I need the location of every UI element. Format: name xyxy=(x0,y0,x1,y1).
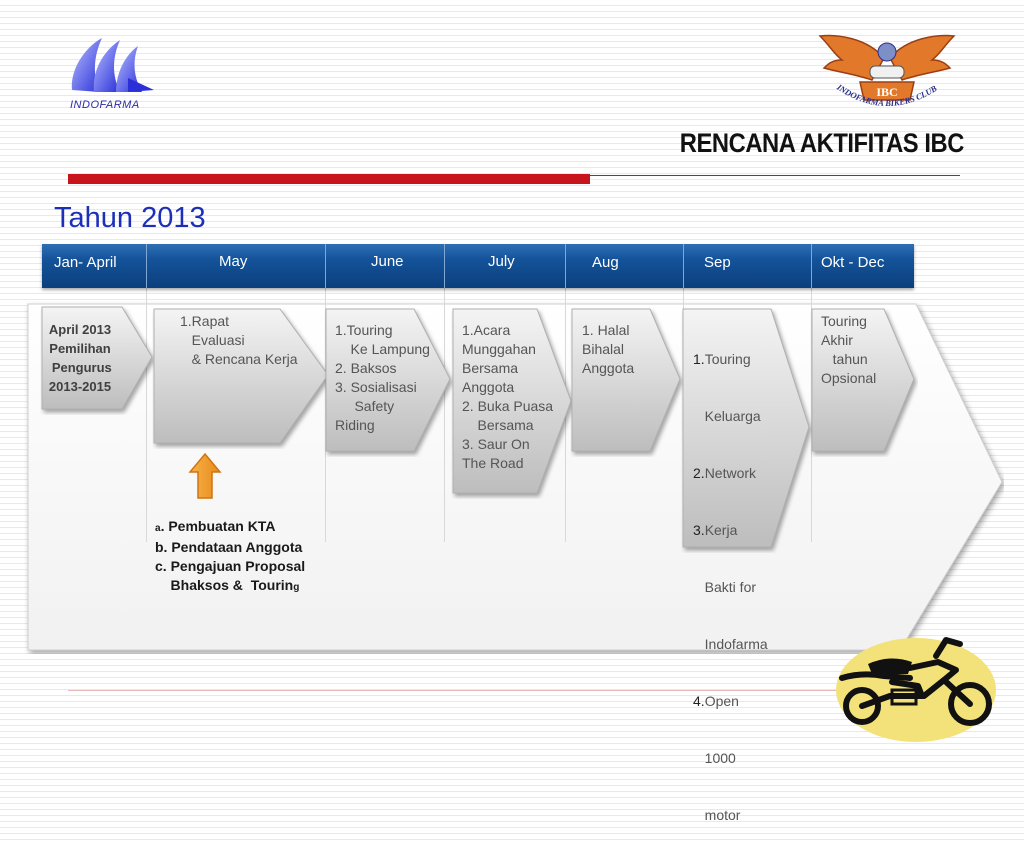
indofarma-logo-text: INDOFARMA xyxy=(70,99,140,111)
month-july: July xyxy=(488,253,515,270)
up-arrow-icon xyxy=(188,452,222,500)
sub-item-c-cont: Bhaksos & Touring xyxy=(155,577,300,593)
footer-line xyxy=(68,690,938,691)
month-sep: Sep xyxy=(704,254,731,271)
month-okt-dec: Okt - Dec xyxy=(821,254,885,271)
july-text: 1.Acara Munggahan Bersama Anggota 2. Buka Puasa Bersama 3. Saur On The Road xyxy=(462,322,554,471)
bikers-club-logo xyxy=(812,28,962,123)
aug-text: 1. Halal Bihalal Anggota xyxy=(582,322,635,376)
month-jan-april: Jan- April xyxy=(54,254,117,271)
title-underline-bar xyxy=(68,174,590,184)
may-text: 1.Rapat Evaluasi & Rencana Kerja xyxy=(180,313,298,367)
month-aug: Aug xyxy=(592,254,619,271)
sub-item-c: c. Pengajuan Proposal xyxy=(155,558,306,574)
bikers-club-text: INDOFARMA BIKERS CLUB xyxy=(835,81,939,109)
jan-april-text: April 2013 Pemilihan Pengurus 2013-2015 xyxy=(48,322,112,394)
month-june: June xyxy=(371,253,404,270)
month-may: May xyxy=(219,253,248,270)
motorcycle-icon xyxy=(832,632,1002,747)
ibc-badge-text: IBC xyxy=(876,85,898,99)
year-heading: Tahun 2013 xyxy=(54,202,206,234)
sep-text: 1.Touring Keluarga 2.Network 3.Kerja Bakti for Indofarma 4.Open 1000 motor xyxy=(693,351,768,823)
sub-item-a: a. Pembuatan KTA xyxy=(155,518,276,534)
page-title: RENCANA AKTIFITAS IBC xyxy=(679,128,964,158)
sub-item-b: b. Pendataan Anggota xyxy=(155,539,303,555)
title-underline-line xyxy=(590,175,960,176)
okt-dec-text: Touring Akhir tahun Opsional xyxy=(821,313,877,386)
june-text: 1.Touring Ke Lampung 2. Baksos 3. Sosialisasi Safety Riding xyxy=(335,322,430,433)
may-sub-list xyxy=(155,517,305,597)
months-header-bar xyxy=(42,244,914,288)
